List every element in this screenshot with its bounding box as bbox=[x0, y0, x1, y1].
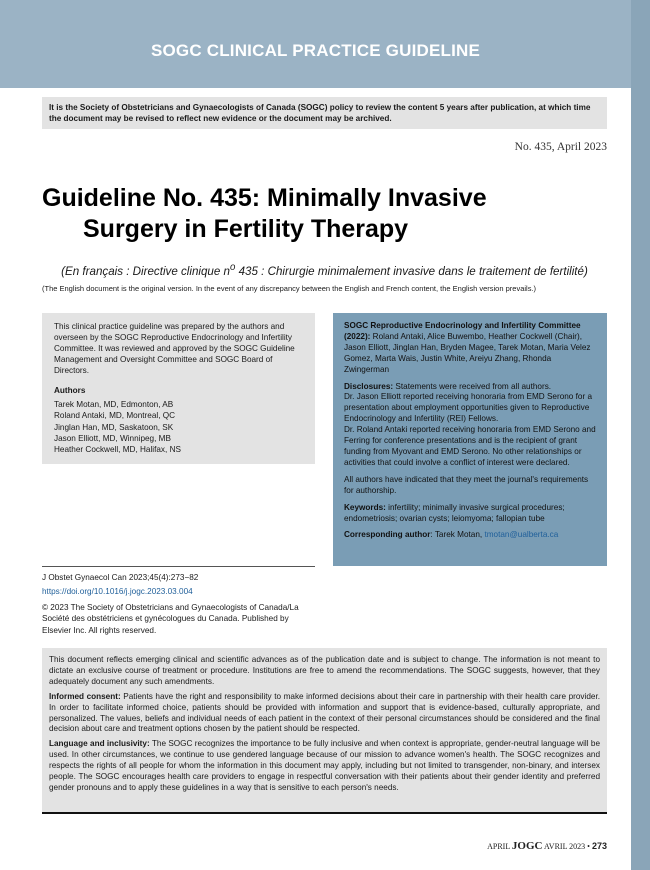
committee-info-box bbox=[333, 313, 607, 566]
disclosures-paragraph bbox=[344, 382, 596, 469]
article-title-line-2: Surgery in Fertility Therapy bbox=[83, 215, 409, 244]
journal-reference: J Obstet Gynaecol Can 2023;45(4):273−82 bbox=[42, 573, 199, 582]
corresponding-name: : Tarek Motan, bbox=[430, 530, 485, 540]
notice-bottom-rule bbox=[42, 812, 607, 814]
disclosures-text: Statements were received from all authors. bbox=[393, 381, 552, 391]
guideline-notice-box bbox=[42, 648, 607, 812]
language-inclusivity-paragraph bbox=[49, 739, 600, 794]
disclosure-elliott: Dr. Jason Elliott reported receiving honoraria from EMD Serono for a presentation about employment opportunities given to Reproductive Endocrinology and Infertility (REI) Fellows. bbox=[344, 392, 593, 424]
article-title-line-1: Guideline No. 435: Minimally Invasive bbox=[42, 184, 487, 212]
language-inclusivity-label: Language and inclusivity: bbox=[49, 739, 150, 749]
committee-paragraph bbox=[344, 321, 596, 376]
disclosures-label: Disclosures: bbox=[344, 381, 394, 391]
footer-month-fr: AVRIL 2023 bbox=[542, 842, 586, 851]
authorship-statement: All authors have indicated that they meet the journal's requirements for authorship. bbox=[344, 474, 589, 495]
citation-divider bbox=[42, 566, 315, 567]
citation-block bbox=[42, 572, 315, 636]
committee-label: SOGC Reproductive Endocrinology and Infertility Committee (2022): bbox=[344, 321, 581, 341]
keywords-text: infertility; minimally invasive surgical procedures; endometriosis; ovarian cysts; leiomyoma; fallopian tube bbox=[344, 502, 565, 523]
keywords-label: Keywords: bbox=[344, 502, 386, 512]
author-item: Jason Elliott, MD, Winnipeg, MB bbox=[54, 433, 171, 443]
emerging-advances-statement: This document reflects emerging clinical and scientific advances as of the publication date and is subject to change. The information is not meant to dictate an exclusive course of treatment or procedure. Institutions are free to amend the recommendations. The SOGC suggests, however, that they adequately document any such amendments. bbox=[49, 655, 600, 686]
author-item: Tarek Motan, MD, Edmonton, AB bbox=[54, 400, 174, 410]
section-header-title: SOGC CLINICAL PRACTICE GUIDELINE bbox=[150, 41, 481, 60]
review-policy-notice: It is the Society of Obstetricians and Gynaecologists of Canada (SOGC) policy to review the content 5 years after publication, at which time the document may be revised to reflect new evidence or the document may be archived. bbox=[42, 97, 607, 129]
author-item: Jinglan Han, MD, Saskatoon, SK bbox=[54, 422, 174, 432]
page-footer bbox=[487, 840, 607, 852]
footer-journal-name: JOGC bbox=[511, 840, 543, 852]
informed-consent-text: Patients have the right and responsibility to make informed decisions about their care in partnership with their health care provider. In order to facilitate informed choice, patients should be provided with information and support that is evidence-based, culturally appropriate, and personalized. The values, beliefs and individual needs of each patient in the context of their personal circumstances should be considered and the final decision about care and treatment options chosen by the patient should be respected. bbox=[49, 691, 600, 734]
preparation-box bbox=[42, 313, 315, 464]
keywords-paragraph bbox=[344, 503, 596, 525]
committee-members: Roland Antaki, Alice Buwembo, Heather Cockwell (Chair), Jason Elliott, Jinglan Han, Bryden Magee, Tarek Motan, Maria Velez Gomez, Marta Wais, Justin White, Areiyu Zhang, Rhonda Zwingerman bbox=[344, 331, 591, 374]
french-title-prefix: (En français : Directive clinique n bbox=[61, 264, 230, 278]
informed-consent-label: Informed consent: bbox=[49, 691, 121, 701]
author-item: Roland Antaki, MD, Montreal, QC bbox=[54, 411, 176, 421]
corresponding-label: Corresponding author bbox=[344, 530, 431, 540]
authors-heading: Authors bbox=[54, 386, 86, 396]
issue-number: No. 435, April 2023 bbox=[514, 141, 607, 153]
footer-bullet: • bbox=[585, 842, 592, 851]
french-title-superscript: o bbox=[229, 262, 236, 273]
disclosure-antaki: Dr. Roland Antaki reported receiving honoraria from EMD Serono and Ferring for conference presentations and is the recipient of grant funding from Myovant and EMD Serono. No other relationships or activities that could involve a conflict of interest were declared. bbox=[344, 425, 596, 467]
author-item: Heather Cockwell, MD, Halifax, NS bbox=[54, 444, 181, 454]
preparation-statement: This clinical practice guideline was prepared by the authors and overseen by the SOGC Reproductive Endocrinology and Infertility Committee. It was reviewed and approved by the SOGC Guideline Management and Oversight Committee and SOGC Board of Directors. bbox=[54, 322, 295, 376]
author-list bbox=[54, 399, 303, 454]
corresponding-author bbox=[344, 530, 596, 541]
side-color-band bbox=[631, 0, 650, 870]
footer-month: APRIL bbox=[487, 842, 512, 851]
page-number: 273 bbox=[591, 841, 607, 851]
article-title bbox=[42, 183, 607, 246]
doi-link[interactable]: https://doi.org/10.1016/j.jogc.2023.03.004 bbox=[42, 587, 193, 597]
french-title-suffix: 435 : Chirurgie minimalement invasive dans le traitement de fertilité) bbox=[235, 264, 588, 278]
copyright-notice: © 2023 The Society of Obstetricians and Gynaecologists of Canada/La Société des obstétriciens et gynécologues du Canada. Published by Elsevier Inc. All rights reserved. bbox=[42, 602, 299, 635]
language-disclaimer: (The English document is the original version. In the event of any discrepancy between the English and French content, the English version prevails.) bbox=[42, 284, 537, 293]
informed-consent-paragraph bbox=[49, 692, 600, 736]
french-title bbox=[42, 262, 607, 278]
corresponding-email-link[interactable]: tmotan@ualberta.ca bbox=[484, 530, 559, 540]
language-inclusivity-text: The SOGC recognizes the importance to be fully inclusive and when context is appropriate, gender-neutral language will be used. In other circumstances, we continue to use gendered language because of our mission to advance women's health. The SOGC recognizes and respects the rights of all people for whom the information in this document may apply, including but not limited to transgender, non-binary, and intersex people. The SOGC encourages health care providers to engage in respectful conversation with their patients about their gender identity and preferred gender pronouns and to apply these guidelines in a way that is sensitive to each person's needs. bbox=[49, 739, 600, 792]
